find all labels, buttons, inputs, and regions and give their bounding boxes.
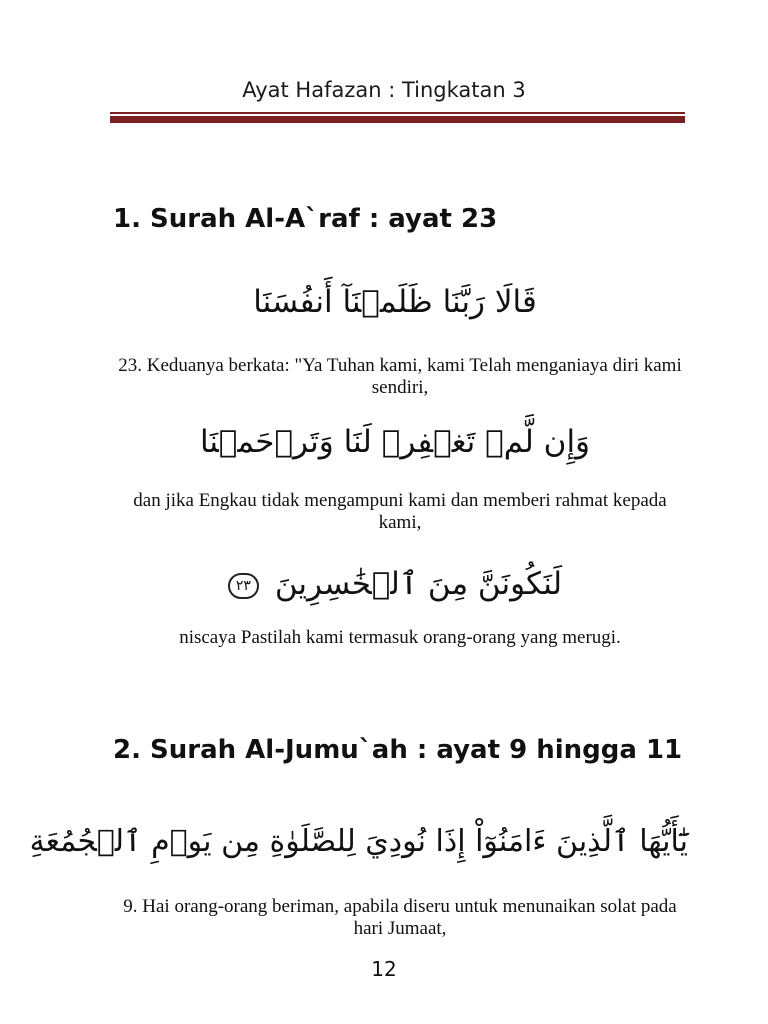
arabic-verse-1b: وَإِن لَّمۡ تَغۡفِرۡ لَنَا وَتَرۡحَمۡنَا bbox=[199, 424, 591, 460]
section-heading-2: 2. Surah Al-Jumu`ah : ayat 9 hingga 11 bbox=[113, 735, 683, 765]
arabic-verse-2a: يَٰٓأَيُّهَا ٱلَّذِينَ ءَامَنُوٓاْ إِذَا نُودِيَ لِلصَّلَوٰةِ مِن يَوۡمِ ٱلۡجُمُعَةِ bbox=[29, 824, 688, 859]
page-number: 12 bbox=[371, 957, 397, 981]
arabic-verse-1c-text: لَنَكُونَنَّ مِنَ ٱلۡخَٰسِرِينَ bbox=[274, 566, 563, 602]
translation-1c: niscaya Pastilah kami termasuk orang-orang yang merugi. bbox=[179, 627, 621, 648]
translation-1a: 23. Keduanya berkata: "Ya Tuhan kami, kami Telah menganiaya diri kami sendiri, bbox=[118, 355, 682, 398]
arabic-verse-1a: قَالَا رَبَّنَا ظَلَمۡنَآ أَنفُسَنَا bbox=[253, 284, 537, 320]
arabic-verse-1c bbox=[100, 566, 690, 602]
ayah-number-marker: ٢٣ bbox=[228, 573, 259, 599]
header-rule-thin bbox=[110, 112, 685, 114]
section-heading-1: 1. Surah Al-A`raf : ayat 23 bbox=[113, 204, 498, 234]
translation-1b: dan jika Engkau tidak mengampuni kami dan memberi rahmat kepada kami, bbox=[133, 490, 667, 533]
translation-2a: 9. Hai orang-orang beriman, apabila diseru untuk menunaikan solat pada hari Jumaat, bbox=[123, 896, 677, 939]
page-header: Ayat Hafazan : Tingkatan 3 bbox=[242, 78, 526, 102]
header-rule-thick bbox=[110, 116, 685, 123]
